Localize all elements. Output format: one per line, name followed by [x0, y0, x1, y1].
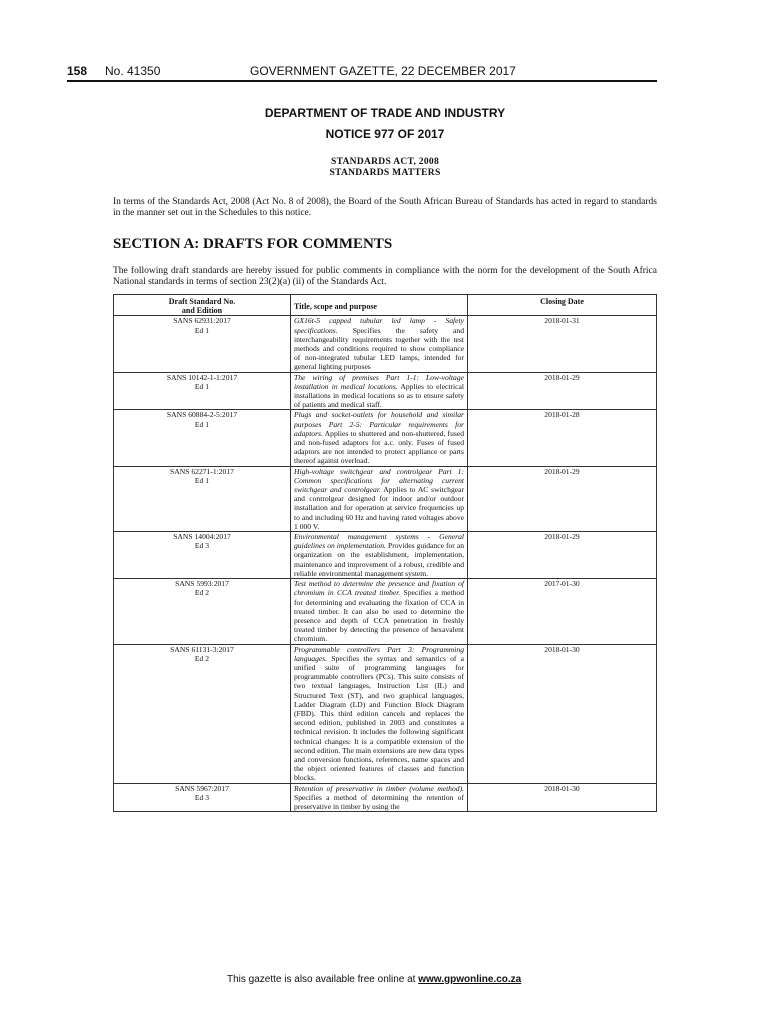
page-header: [67, 64, 667, 80]
standard-number: SANS 5967:2017: [175, 783, 229, 793]
standard-number: SANS 60884-2-5:2017: [166, 410, 238, 420]
standard-description: Specifies the safety and interchangeability requirements together with the test methods and conditions required to show compliance of non-integrated tubular LED lamps, intended for general lighting purposes: [294, 325, 464, 372]
intro-paragraph: In terms of the Standards Act, 2008 (Act No. 8 of 2008), the Board of the South African Bureau of Standards has acted in regard to standards in the manner set out in the Schedules to this notice.: [113, 197, 657, 218]
standard-cell: [114, 372, 291, 410]
standard-number: SANS 62271-1:2017: [170, 466, 234, 476]
title-scope-cell: [291, 410, 468, 466]
standard-cell: [114, 466, 291, 531]
closing-date: 2018-01-30: [468, 783, 657, 812]
title-scope-cell: [291, 644, 468, 783]
header-rule: [67, 80, 657, 82]
closing-date: 2018-01-30: [468, 644, 657, 783]
title-scope-cell: [291, 579, 468, 644]
standard-description: Specifies a method for determining and evaluating the fixation of CCA in treated timber. It can also be used to determine the presence and depth of CCA penetration in freshly treated timber by detecting the presence of hexavalent chromium.: [294, 588, 464, 644]
table-row: [114, 372, 657, 410]
standard-edition: Ed 1: [194, 419, 210, 429]
act-heading: STANDARDS ACT, 2008: [330, 157, 439, 167]
standard-number: SANS 62931:2017: [173, 316, 231, 326]
page-number: 158: [67, 64, 88, 78]
footer-note: [227, 974, 521, 985]
standard-cell: [114, 579, 291, 644]
issue-number: No. 41350: [105, 64, 161, 78]
standard-cell: [114, 410, 291, 466]
table-row: [114, 783, 657, 812]
standard-cell: [114, 783, 291, 812]
standard-edition: Ed 3: [194, 792, 210, 802]
table-header-row: [114, 295, 657, 316]
column-header-title: Title, scope and purpose: [291, 295, 468, 316]
standard-edition: Ed 1: [194, 381, 210, 391]
column-header-standard: Draft Standard No. and Edition: [114, 295, 291, 316]
standard-description: Applies to AC switchgear and controlgear designed for indoor and/or outdoor installation and for operation at service frequencies up to and including 60 Hz and having rated voltages above 1 000 V.: [294, 485, 465, 531]
title-scope-cell: [291, 466, 468, 531]
standard-number: SANS 14004:2017: [173, 532, 231, 542]
standard-title: Retention of preservative in timber (volume method).: [294, 783, 464, 793]
standard-title: High-voltage switchgear and controlgear Part 1: Common specifications for alternating current switchgear and controlgear.: [294, 466, 464, 495]
table-row: [114, 532, 657, 579]
standard-cell: [114, 316, 291, 372]
standard-cell: [114, 532, 291, 579]
table-row: [114, 579, 657, 644]
standard-description: Applies to shuttered and non-shuttered, fused and non-fused adaptors for a.c. only. Fuses of fused adaptors are not intended to protect appliance or parts thereof against overload.: [294, 428, 464, 466]
table-row: [114, 644, 657, 783]
standard-description: Specifies the syntax and semantics of a unified suite of programming languages for programmable controllers (PCs). This suite consists of two textual languages, Instruction List (IL) and Structured Text (ST), and two graphical languages, Ladder Diagram (LD) and Function Block Diagram (FBD). This third edition cancels and replaces the second edition, published in 2003 and constitutes a technical revision. It includes the following significant technical changes: It is a compatible extension of the second edition. The main extensions are new data types and conversion functions, references, name spaces and the object oriented features of classes and function blocks.: [294, 653, 465, 783]
standard-title: Programmable controllers Part 3: Programming languages.: [294, 644, 464, 663]
standard-description: Applies to electrical installations in medical locations so as to ensure safety of patients and medical staff.: [294, 381, 464, 410]
footer-text: This gazette is also available free online at: [227, 974, 416, 985]
table-row: [114, 410, 657, 466]
department-heading: DEPARTMENT OF TRADE AND INDUSTRY: [264, 106, 506, 120]
column-header-closing-date: Closing Date: [468, 295, 657, 316]
standard-edition: Ed 1: [194, 325, 210, 335]
closing-date: 2018-01-29: [468, 532, 657, 579]
standard-title: Environmental management systems - General guidelines on implementation.: [294, 532, 464, 551]
closing-date: 2018-01-31: [468, 316, 657, 372]
footer-link[interactable]: www.gpwonline.co.za: [418, 974, 522, 985]
standard-cell: [114, 644, 291, 783]
standard-description: Provides guidance for an organization on the establishment, implementation, maintenance and improvement of a robust, credible and reliable environmental management system.: [294, 541, 464, 578]
standard-description: Specifies a method of determining the retention of preservative in timber by using the: [294, 792, 464, 811]
title-scope-cell: [291, 316, 468, 372]
matters-heading: STANDARDS MATTERS: [329, 168, 441, 178]
standard-number: SANS 10142-1-1:2017: [166, 372, 238, 382]
standard-edition: Ed 2: [194, 653, 210, 663]
gazette-title: GOVERNMENT GAZETTE, 22 DECEMBER 2017: [250, 64, 516, 78]
closing-date: 2017-01-30: [468, 579, 657, 644]
table-row: [114, 316, 657, 372]
standard-edition: Ed 3: [194, 541, 210, 551]
table-row: [114, 466, 657, 531]
standard-title: GX16t-5 capped tubular led lamp - Safety specifications.: [294, 316, 464, 335]
standard-edition: Ed 2: [194, 588, 210, 598]
standard-title: Plugs and socket-outlets for household and similar purposes Part 2-5: Particular requirements for adaptors.: [294, 410, 464, 438]
title-scope-cell: [291, 783, 468, 812]
standard-number: SANS 5993:2017: [175, 579, 229, 589]
standard-title: The wiring of premises Part 1-1: Low-voltage installation in medical locations.: [294, 372, 464, 391]
title-scope-cell: [291, 372, 468, 410]
draft-standards-table: [113, 294, 657, 812]
standard-number: SANS 61131-3:2017: [170, 644, 234, 654]
section-paragraph: The following draft standards are hereby issued for public comments in compliance with the norm for the development of the South Africa National standards in terms of section 23(2)(a) (ii) of the Standards Act.: [113, 266, 657, 287]
notice-heading: NOTICE 977 OF 2017: [325, 127, 445, 141]
closing-date: 2018-01-29: [468, 372, 657, 410]
closing-date: 2018-01-28: [468, 410, 657, 466]
closing-date: 2018-01-29: [468, 466, 657, 531]
standard-title: Test method to determine the presence and fixation of chromium in CCA treated timber.: [294, 579, 464, 598]
section-title: SECTION A: DRAFTS FOR COMMENTS: [113, 236, 393, 252]
title-scope-cell: [291, 532, 468, 579]
standard-edition: Ed 1: [194, 475, 210, 485]
